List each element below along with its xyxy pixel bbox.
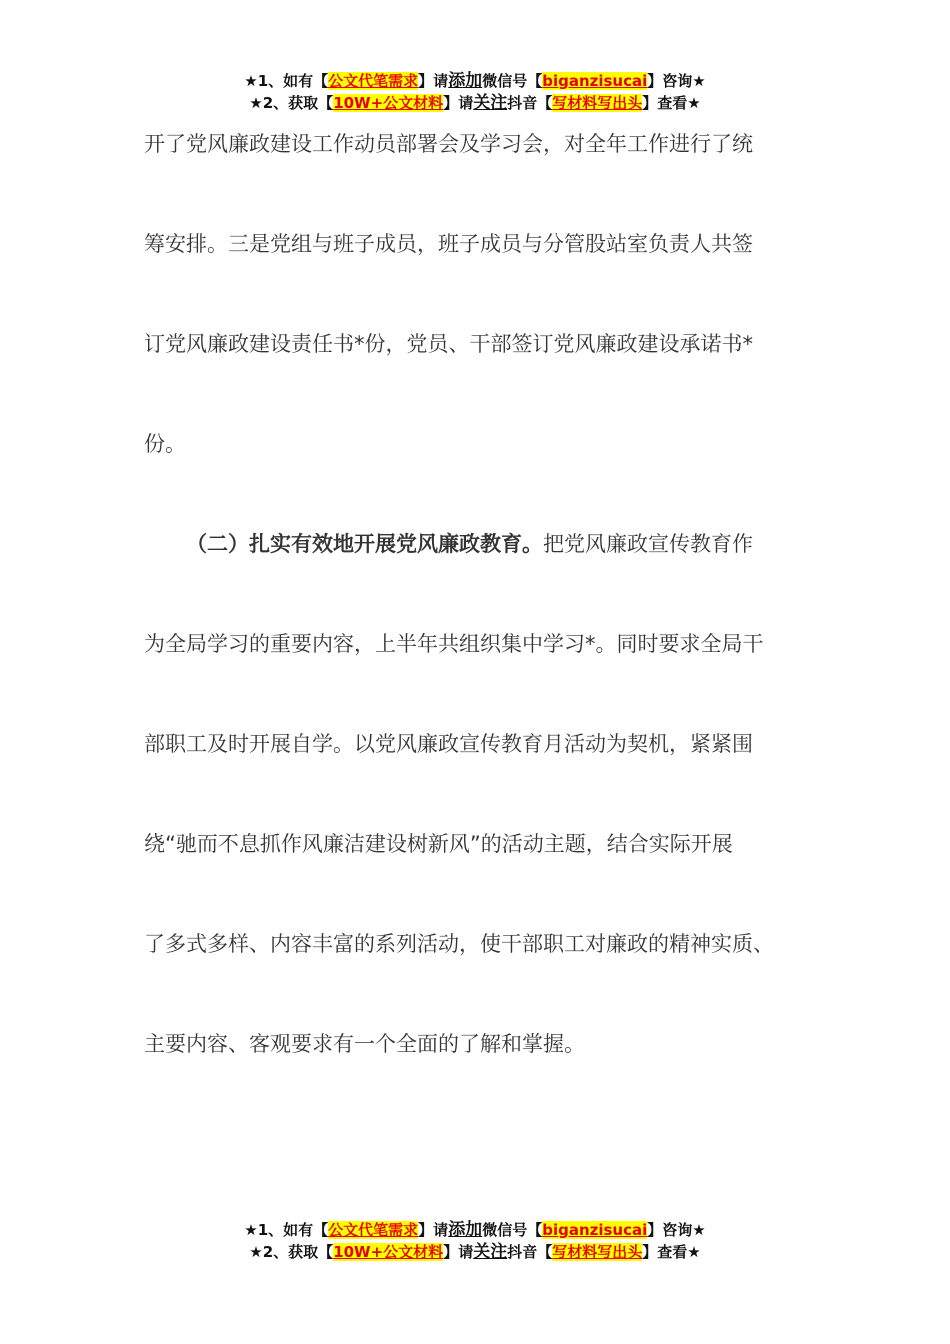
body-line: 筹安排。三是党组与班子成员，班子成员与分管股站室负责人共签 <box>144 232 753 256</box>
banner-text: 】查看★ <box>642 1243 701 1261</box>
banner-text: 】请 <box>443 1243 474 1261</box>
highlight-materials: 10W+公文材料 <box>333 1243 444 1261</box>
banner-text: ★1、如有【 <box>244 72 329 90</box>
highlight-service: 公文代笔需求 <box>328 1221 419 1239</box>
body-line: 开了党风廉政建设工作动员部署会及学习会，对全年工作进行了统 <box>144 132 753 156</box>
banner-emphasis: 关注 <box>473 93 508 113</box>
banner-text: 微信号【 <box>482 72 543 90</box>
banner-emphasis: 添加 <box>448 1220 483 1240</box>
banner-text: 】咨询★ <box>647 72 706 90</box>
banner-text: 抖音【 <box>507 1243 553 1261</box>
highlight-service: 公文代笔需求 <box>328 72 419 90</box>
banner-text: 】查看★ <box>642 94 701 112</box>
body-line: 绕“驰而不息抓作风廉洁建设树新风”的活动主题，结合实际开展 <box>144 832 733 856</box>
section-2-first-line <box>144 494 814 594</box>
body-line: 订党风廉政建设责任书*份，党员、干部签订党风廉政建设承诺书* <box>144 332 753 356</box>
banner-text: 微信号【 <box>482 1221 543 1239</box>
banner-text: 】请 <box>443 94 474 112</box>
banner-emphasis: 关注 <box>473 1242 508 1262</box>
highlight-douyin: 写材料写出头 <box>552 1243 643 1261</box>
body-line: 主要内容、客观要求有一个全面的了解和掌握。 <box>144 1032 585 1056</box>
section-2-first-text: 把党风廉政宣传教育作 <box>543 532 753 556</box>
highlight-materials: 10W+公文材料 <box>333 94 444 112</box>
banner-text: 】请 <box>418 72 449 90</box>
body-line: 了多式多样、内容丰富的系列活动，使干部职工对廉政的精神实质、 <box>144 932 774 956</box>
banner-text: 】咨询★ <box>647 1221 706 1239</box>
banner-line-1 <box>0 1219 950 1241</box>
body-line: 部职工及时开展自学。以党风廉政宣传教育月活动为契机，紧紧围 <box>144 732 753 756</box>
banner-text: 抖音【 <box>507 94 553 112</box>
document-body <box>144 94 814 1094</box>
banner-text: ★2、获取【 <box>249 1243 334 1261</box>
banner-text: ★1、如有【 <box>244 1221 329 1239</box>
banner-text: ★2、获取【 <box>249 94 334 112</box>
highlight-wechat-id: biganzisucai <box>542 1221 648 1239</box>
banner-line-1 <box>0 70 950 92</box>
highlight-wechat-id: biganzisucai <box>542 72 648 90</box>
body-line: 份。 <box>144 432 186 456</box>
highlight-douyin: 写材料写出头 <box>552 94 643 112</box>
banner-line-2 <box>0 1241 950 1263</box>
body-line: 为全局学习的重要内容，上半年共组织集中学习*。同时要求全局干 <box>144 632 764 656</box>
banner-emphasis: 添加 <box>448 71 483 91</box>
section-2-heading: （二）扎实有效地开展党风廉政教育。 <box>186 532 543 556</box>
banner-text: 】请 <box>418 1221 449 1239</box>
bottom-banner <box>0 1219 950 1263</box>
